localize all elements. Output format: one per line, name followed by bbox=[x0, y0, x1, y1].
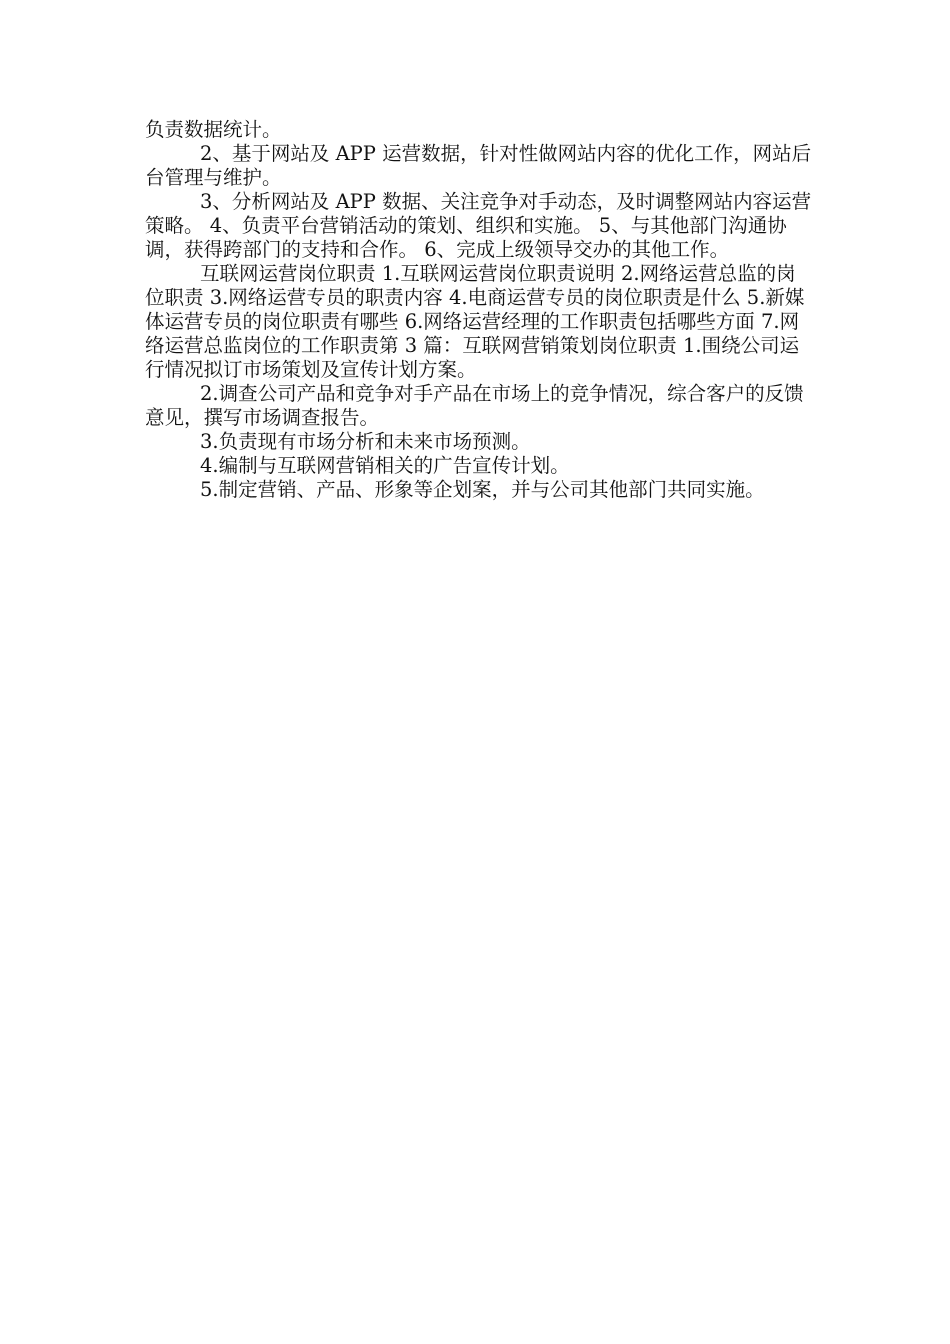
paragraph-8: 5.制定营销、产品、形象等企划案，并与公司其他部门共同实施。 bbox=[200, 478, 765, 501]
paragraph-4: 互联网运营岗位职责 1.互联网运营岗位职责说明 2.网络运营总监的岗位职责 3.网络运营专员的职责内容 4.电商运营专员的岗位职责是什么 5.新媒体运营专员的岗位职责有哪些 6.网络运营经理的工作职责包括哪些方面 7.网络运营总监岗位的工作职责第 3 篇：互联网营销策划岗位职责 1.围绕公司运行情况拟订市场策划及宣传计划方案。 bbox=[145, 262, 805, 381]
paragraph-5: 2.调查公司产品和竞争对手产品在市场上的竞争情况，综合客户的反馈意见，撰写市场调查报告。 bbox=[145, 382, 804, 429]
paragraph-1: 负责数据统计。 bbox=[145, 118, 282, 141]
paragraph-7: 4.编制与互联网营销相关的广告宣传计划。 bbox=[200, 454, 570, 477]
paragraph-6: 3.负责现有市场分析和未来市场预测。 bbox=[200, 430, 531, 453]
paragraph-2: 2、基于网站及 APP 运营数据，针对性做网站内容的优化工作，网站后台管理与维护。 bbox=[145, 142, 812, 189]
document-body bbox=[145, 118, 815, 502]
paragraph-3: 3、分析网站及 APP 数据、关注竞争对手动态，及时调整网站内容运营策略。 4、负责平台营销活动的策划、组织和实施。 5、与其他部门沟通协调，获得跨部门的支持和合作。 6、完成上级领导交办的其他工作。 bbox=[145, 190, 812, 261]
